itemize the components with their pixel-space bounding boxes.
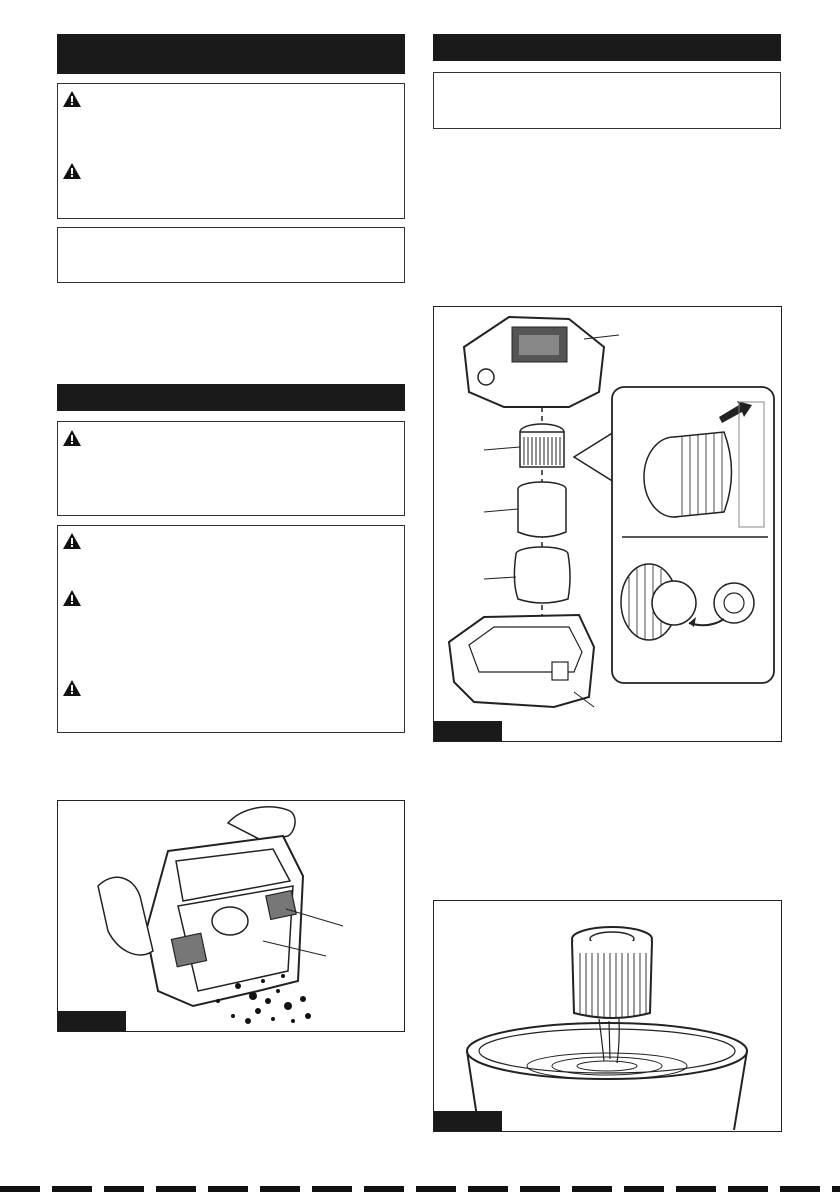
figure-exploded-view [433, 306, 782, 742]
note-box-1 [57, 227, 405, 283]
warning-triangle-icon [63, 590, 81, 606]
warning-triangle-icon [63, 680, 81, 696]
pre-filter-drawing [484, 482, 566, 537]
caution-box-3 [57, 525, 405, 733]
figure-number-tag [58, 1011, 126, 1031]
figure-number-tag [434, 721, 502, 741]
caution-box-2 [57, 421, 405, 516]
page-footer-strip [0, 1186, 840, 1192]
warning-triangle-icon [63, 91, 81, 107]
section-header-bar-3 [433, 34, 781, 61]
illustration-exploded-parts [434, 307, 780, 740]
motor-head-drawing [464, 317, 619, 407]
note-box-3 [433, 72, 781, 129]
dust-bag-drawing [484, 547, 570, 603]
section-header-bar-2 [57, 384, 405, 411]
cartridge-filter-drawing [484, 424, 564, 467]
warning-box-1 [57, 83, 405, 219]
warning-triangle-icon [63, 430, 81, 446]
illustration-dust-case-dumping [58, 801, 403, 1030]
warning-triangle-icon [63, 533, 81, 549]
figure-number-tag [434, 1111, 502, 1131]
illustration-filter-washing [434, 901, 780, 1130]
section-header-bar-1 [57, 34, 405, 74]
figure-empty-dust-case [57, 800, 405, 1032]
warning-triangle-icon [63, 163, 81, 179]
figure-wash-filter [433, 900, 782, 1132]
dust-case-drawing [449, 615, 594, 707]
